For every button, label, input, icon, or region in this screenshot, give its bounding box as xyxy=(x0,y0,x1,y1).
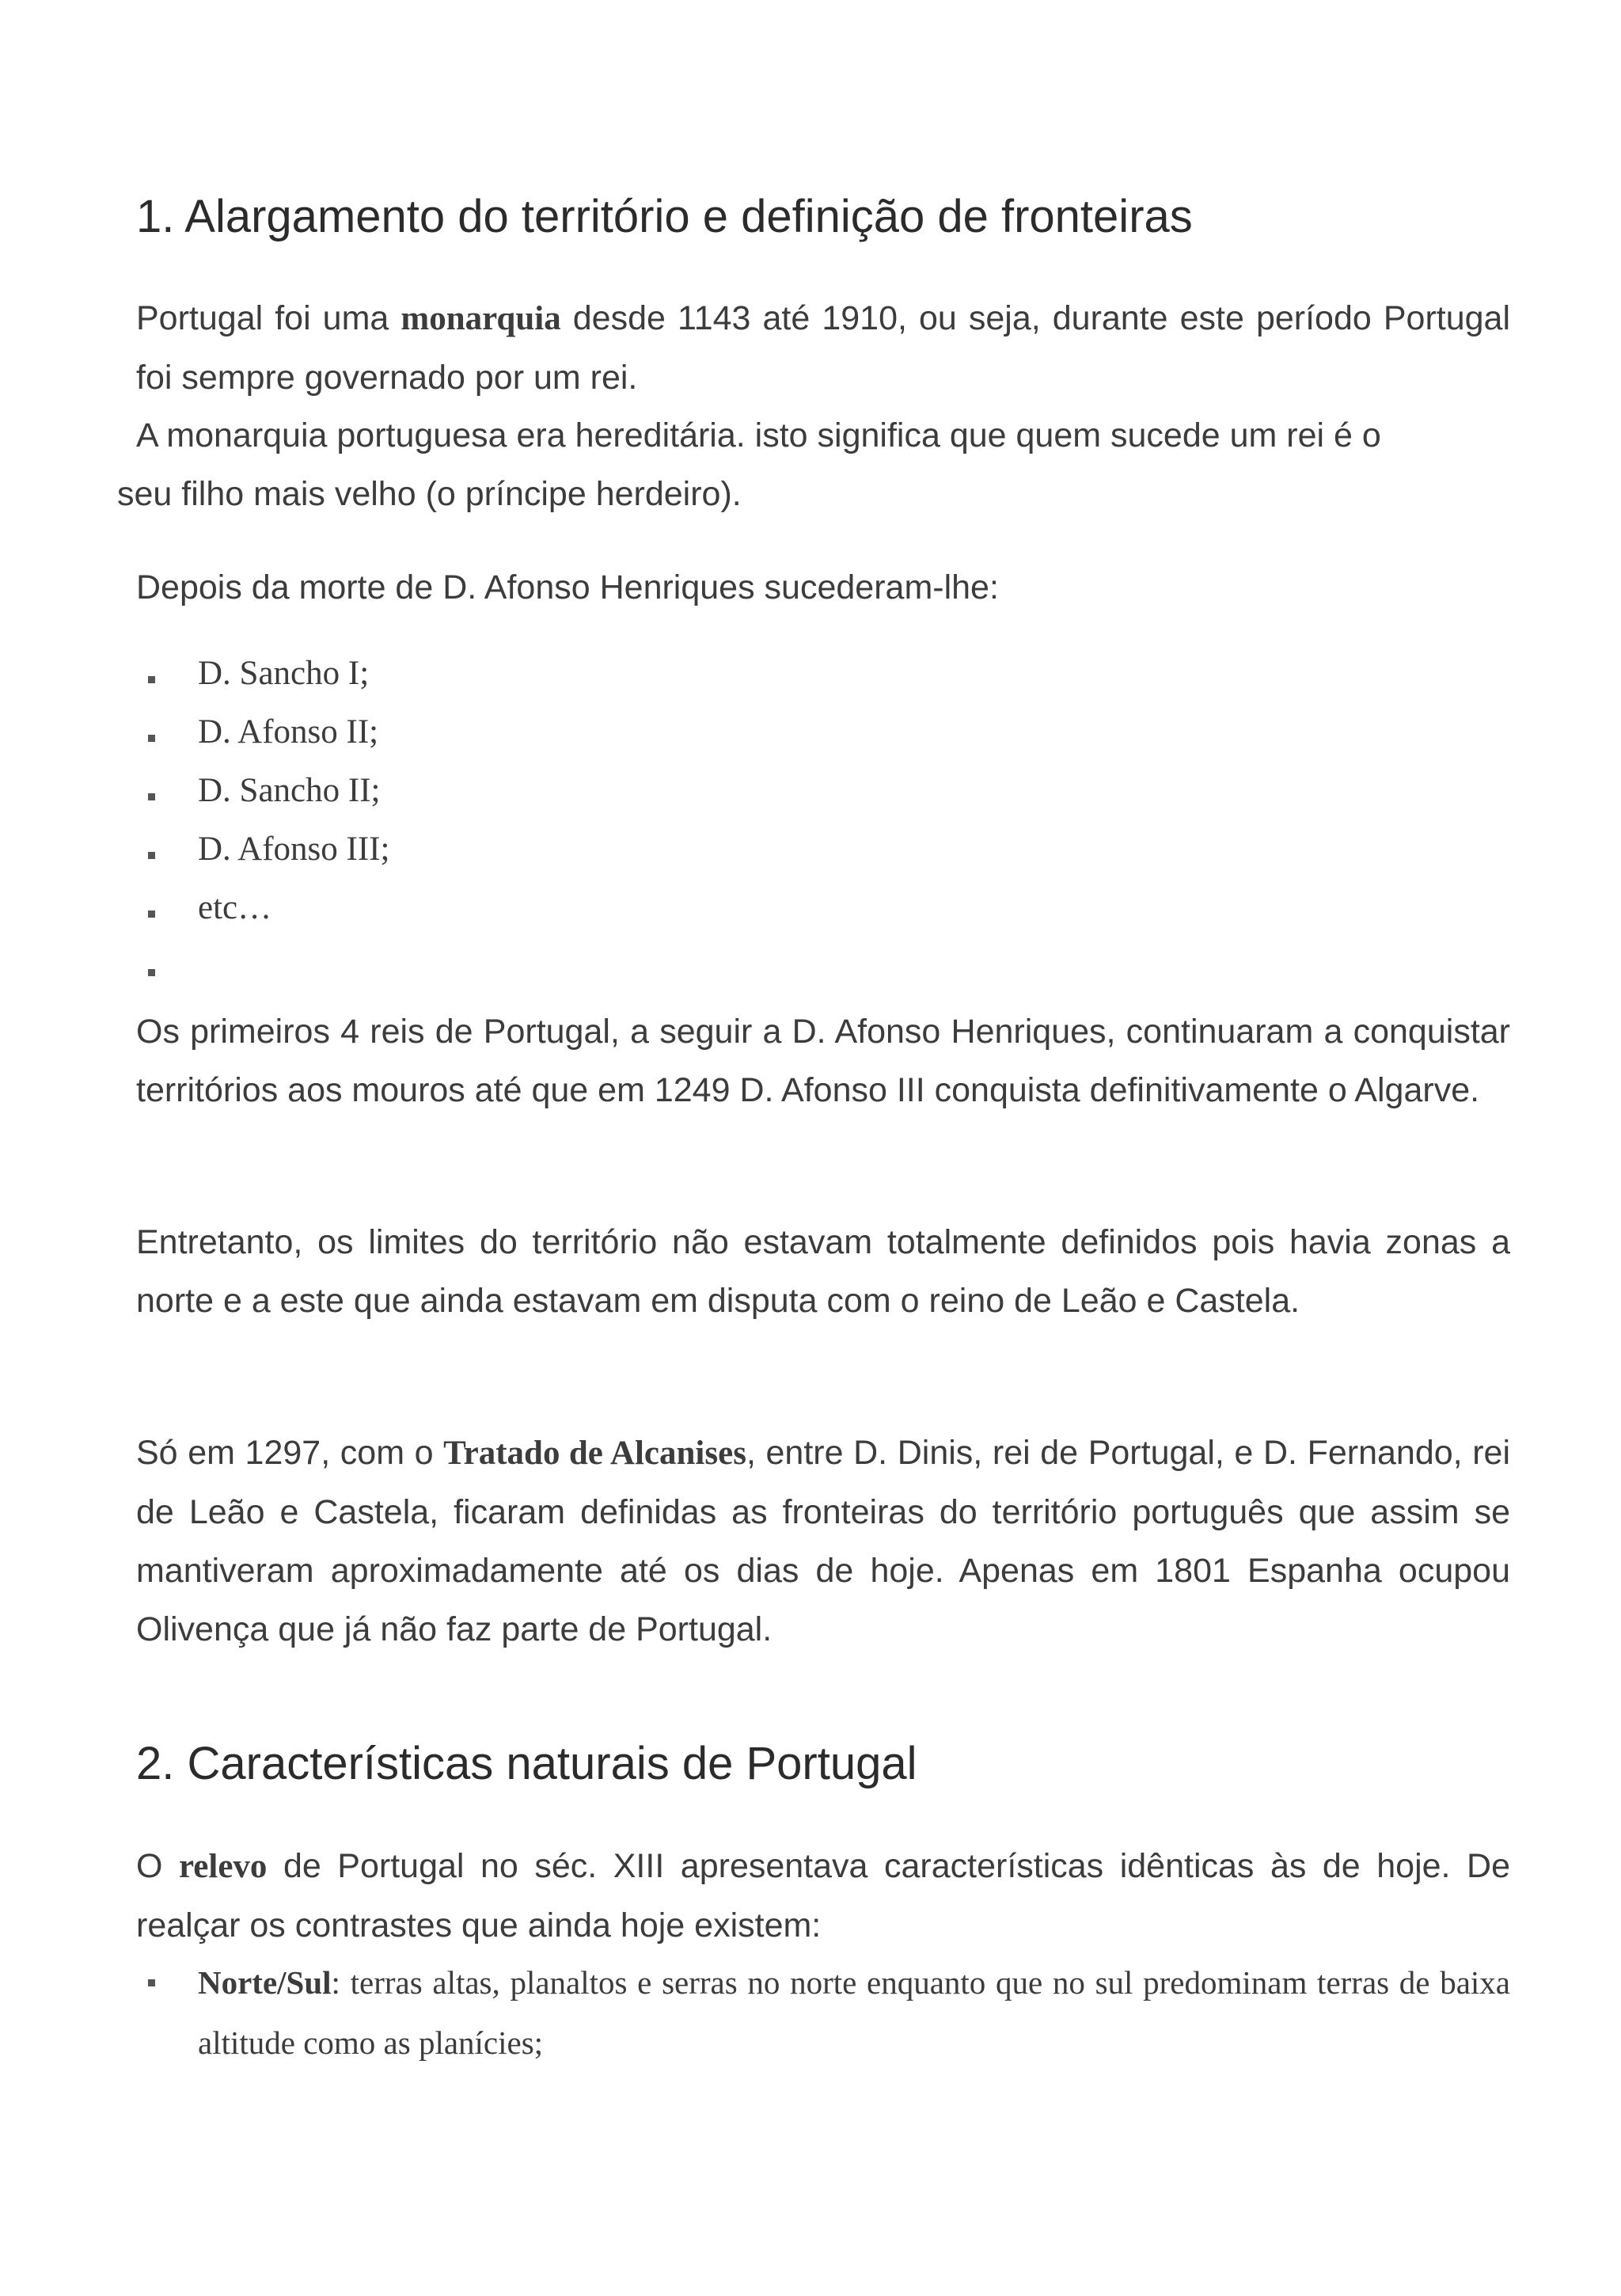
bullet-icon xyxy=(148,969,155,976)
paragraph-hereditary-line2: seu filho mais velho (o príncipe herdeiro). xyxy=(117,475,742,513)
norte-sul-text: : terras altas, planaltos e serras no norte enquanto que no sul predominam terras de baixa altitude como as planícies; xyxy=(198,1964,1510,2061)
bullet-icon xyxy=(148,793,155,800)
section2-heading: 2. Características naturais de Portugal xyxy=(136,1738,917,1789)
paragraph-monarchy xyxy=(136,289,1510,407)
term-relevo: relevo xyxy=(178,1848,268,1885)
paragraph-successors-intro: Depois da morte de D. Afonso Henriques sucederam-lhe: xyxy=(136,568,999,606)
list-item-norte-sul xyxy=(198,1952,1510,2073)
term-norte-sul: Norte/Sul xyxy=(198,1964,332,2001)
list-item-text: D. Afonso III; xyxy=(198,831,390,868)
p6-text-a: Só em 1297, com o xyxy=(136,1434,444,1472)
p1-text-c: desde 1143 até 1910, ou seja, durante este período Portugal foi sempre governado por um rei. xyxy=(136,299,1511,397)
bullet-icon xyxy=(148,852,155,859)
term-tratado-alcanises: Tratado de Alcanises xyxy=(443,1435,746,1472)
p1-text-a: Portugal foi uma xyxy=(136,299,401,337)
list-item-text: D. Sancho II; xyxy=(198,772,381,809)
list-item-text: D. Afonso II; xyxy=(198,713,379,751)
bullet-icon xyxy=(148,676,155,683)
paragraph-conquest: Os primeiros 4 reis de Portugal, a seguir a D. Afonso Henriques, continuaram a conquistar territórios aos mouros até que em 1249 D. Afonso III conquista definitivamente o Algarve. xyxy=(136,1013,1510,1109)
paragraph-treaty xyxy=(136,1424,1510,1659)
bullet-icon xyxy=(148,1979,155,1986)
paragraph-hereditary-line1: A monarquia portuguesa era hereditária. isto significa que quem sucede um rei é o xyxy=(136,416,1381,454)
p6-text-c: , entre D. Dinis, rei de Portugal, e D. Fernando, rei de Leão e Castela, ficaram definidas as fronteiras do território português que assim se mantiveram aproximadamente até os dias de hoje. Apenas em 1801 Espanha ocupou Olivença que já não faz parte de Portugal. xyxy=(136,1434,1510,1648)
section1-heading: 1. Alargamento do território e definição de fronteiras xyxy=(136,191,1193,242)
term-monarquia: monarquia xyxy=(401,300,561,337)
bullet-icon xyxy=(148,910,155,918)
list-item-text: etc… xyxy=(198,889,272,926)
paragraph-borders-disputed: Entretanto, os limites do território não estavam totalmente definidos pois havia zonas a norte e a este que ainda estavam em disputa com o reino de Leão e Castela. xyxy=(136,1223,1510,1320)
s2-p1-text-a: O xyxy=(136,1847,179,1885)
bullet-icon xyxy=(148,735,155,742)
paragraph-relief xyxy=(136,1837,1510,1955)
list-item-text: D. Sancho I; xyxy=(198,655,370,692)
s2-p1-text-c: de Portugal no séc. XIII apresentava características idênticas às de hoje. De realçar os contrastes que ainda hoje existem: xyxy=(136,1847,1510,1944)
